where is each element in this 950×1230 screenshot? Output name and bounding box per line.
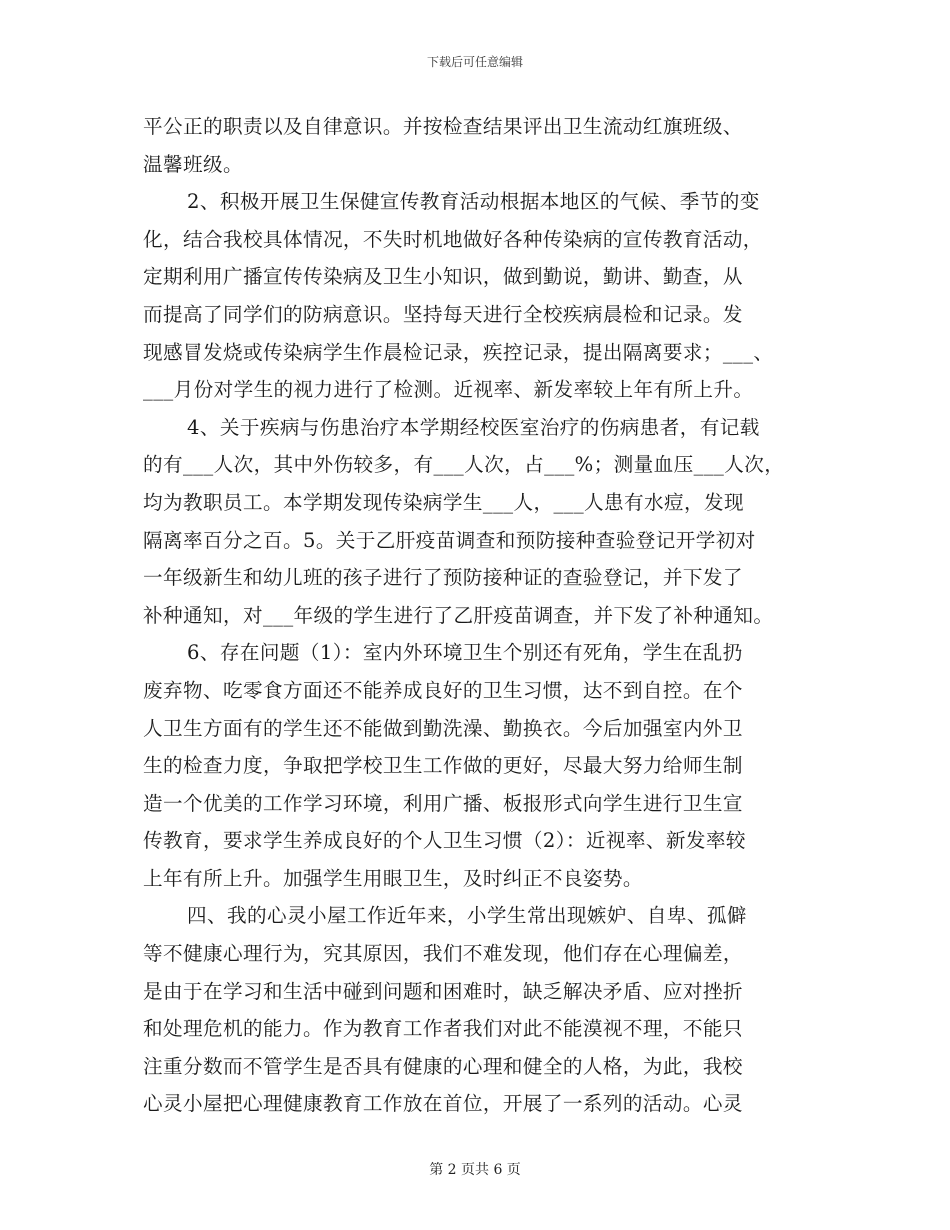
text-line: 注重分数而不管学生是否具有健康的心理和健全的人格，为此，我校	[143, 1054, 743, 1078]
text-line: 和处理危机的能力。作为教育工作者我们对此不能漠视不理，不能只	[143, 1017, 743, 1041]
text-line: 一年级新生和幼儿班的孩子进行了预防接种证的查验登记，并下发了	[143, 566, 743, 590]
paragraph-start-line: 2、积极开展卫生保健宣传教育活动根据本地区的气候、季节的变	[187, 190, 760, 214]
text-line: 补种通知，对___年级的学生进行了乙肝疫苗调查，并下发了补种通知。	[143, 603, 774, 627]
text-line: 均为教职员工。本学期发现传染病学生___人，___人患有水痘，发现	[143, 490, 745, 514]
paragraph-start-line: 四、我的心灵小屋工作近年来，小学生常出现嫉妒、自卑、孤僻	[187, 904, 747, 928]
document-body	[143, 108, 815, 1123]
text-line: 生的检查力度，争取把学校卫生工作做的更好，尽最大努力给师生制	[143, 754, 743, 778]
text-line: 人卫生方面有的学生还不能做到勤洗澡、勤换衣。今后加强室内外卫	[143, 716, 743, 740]
text-line: 化，结合我校具体情况，不失时机地做好各种传染病的宣传教育活动，	[143, 227, 763, 251]
text-line: 造一个优美的工作学习环境，利用广播、板报形式向学生进行卫生宣	[143, 791, 743, 815]
paragraph-start-line: 4、关于疾病与伤患治疗本学期经校医室治疗的伤病患者，有记载	[187, 415, 760, 439]
text-line: 是由于在学习和生活中碰到问题和困难时，缺乏解决矛盾、应对挫折	[143, 979, 743, 1003]
text-line: 而提高了同学们的防病意识。坚持每天进行全校疾病晨检和记录。发	[143, 302, 743, 326]
text-line: 定期利用广播宣传传染病及卫生小知识，做到勤说，勤讲、勤查，从	[143, 265, 743, 289]
text-line: 温馨班级。	[143, 152, 243, 176]
text-line: 上年有所上升。加强学生用眼卫生，及时纠正不良姿势。	[143, 866, 643, 890]
text-line: 的有___人次，其中外伤较多，有___人次，占___%；测量血压___人次，	[143, 453, 785, 477]
paragraph-start-line: 6、存在问题（1）：室内外环境卫生个别还有死角，学生在乱扔	[187, 641, 743, 665]
text-line: 现感冒发烧或传染病学生作晨检记录，疾控记录，提出隔离要求；___、	[143, 340, 774, 364]
text-line: 心灵小屋把心理健康教育工作放在首位，开展了一系列的活动。心灵	[143, 1092, 743, 1116]
text-line: 传教育，要求学生养成良好的个人卫生习惯（2）：近视率、新发率较	[143, 829, 746, 853]
text-line: ___月份对学生的视力进行了检测。近视率、新发率较上年有所上升。	[143, 378, 754, 402]
text-line: 隔离率百分之百。5。关于乙肝疫苗调查和预防接种查验登记开学初对	[143, 528, 756, 552]
page-header: 下载后可任意编辑	[426, 55, 523, 69]
page-number-footer: 第 2 页共 6 页	[429, 1162, 521, 1178]
text-line: 等不健康心理行为，究其原因，我们不难发现，他们存在心理偏差，	[143, 942, 743, 966]
text-line: 废弃物、吃零食方面还不能养成良好的卫生习惯，达不到自控。在个	[143, 678, 743, 702]
text-line: 平公正的职责以及自律意识。并按检查结果评出卫生流动红旗班级、	[143, 115, 743, 138]
